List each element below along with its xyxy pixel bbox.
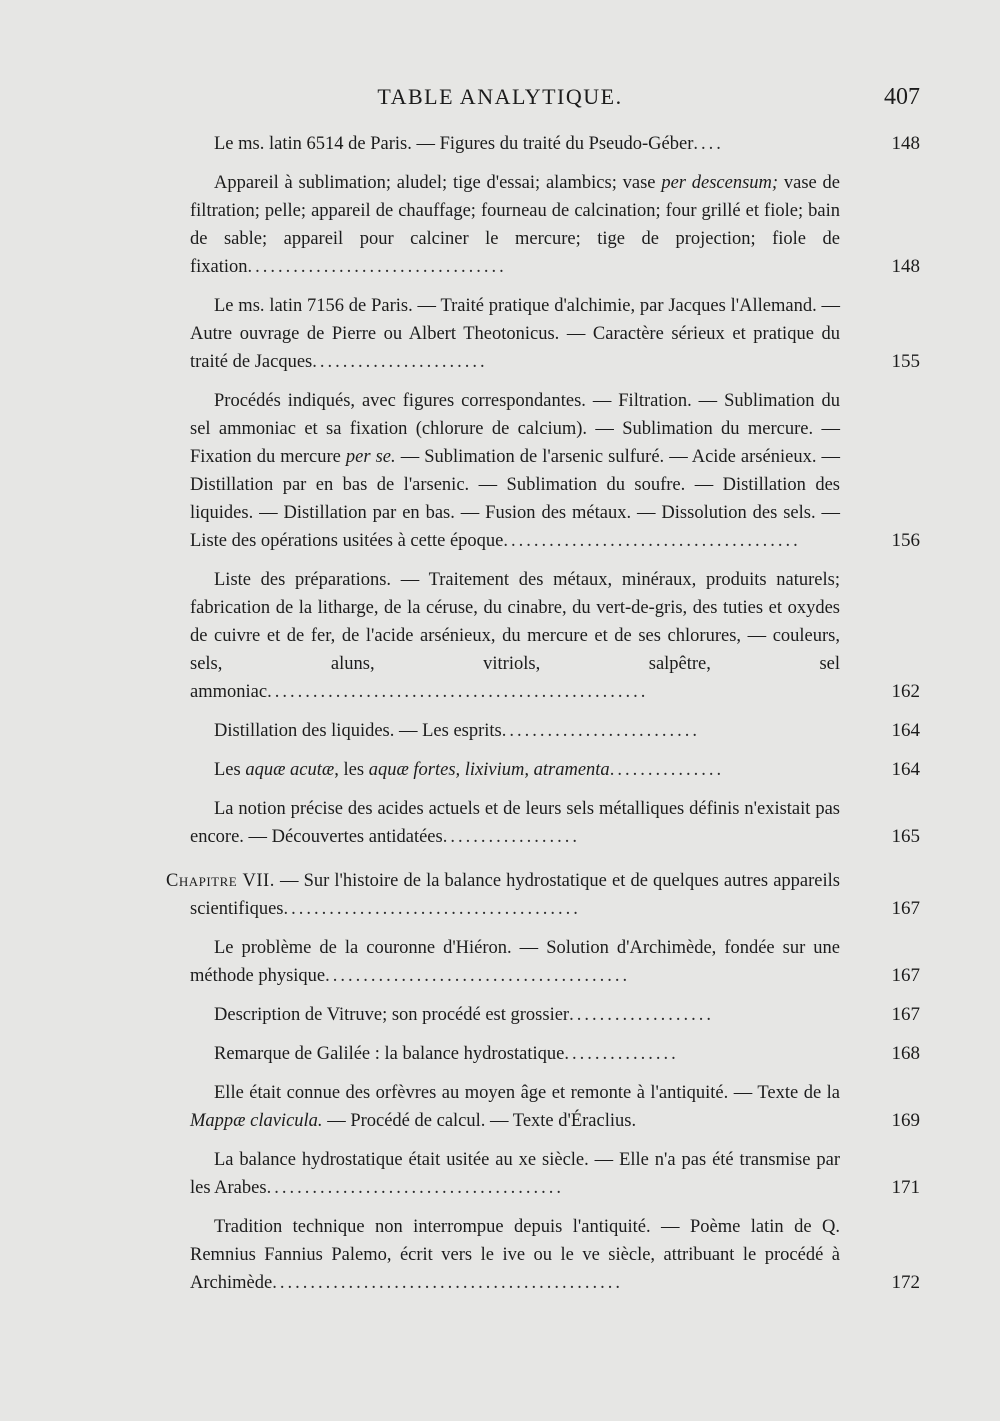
entry-text <box>190 130 840 158</box>
text-segment: Le ms. latin 6514 de Paris. — Figures du traité du Pseudo-Géber <box>214 134 694 154</box>
text-segment: La balance hydrostatique était usitée au xe siècle. — Elle n'a pas été transmise par les Arabes <box>190 1150 840 1198</box>
dot-leader: .... <box>693 134 724 154</box>
entry-page-number: 156 <box>891 530 920 551</box>
running-title: TABLE ANALYTIQUE. <box>377 84 623 109</box>
text-segment: — Sublimation de l'arsenic sulfuré. — Acide arsénieux. — Distillation par en bas de l'arsenic. — Sublimation du soufre. — Distillation des liquides. — Distillation par en bas. — Fusion des métaux. — Dissolution des sels. — Liste des opérations usitées à cette époque <box>190 447 840 551</box>
entry-page-number: 155 <box>891 351 920 372</box>
entry-page-number: 167 <box>891 965 920 986</box>
text-segment: Procédés indiqués, avec figures correspondantes. — Filtration. — Sublimation du sel ammoniac et sa fixation (chlorure de calcium). — Sublimation du mercure. — Fixation du mercure <box>190 391 840 467</box>
entry-text <box>190 169 840 281</box>
dot-leader: ................... <box>569 1005 714 1025</box>
toc-entry <box>190 566 920 706</box>
entry-text <box>190 387 840 555</box>
text-segment: La notion précise des acides actuels et de leurs sels métalliques définis n'existait pas encore. — Découvertes antidatées <box>190 799 840 847</box>
italic-text: per descensum; <box>661 173 779 193</box>
dot-leader: .................. <box>442 827 580 847</box>
toc-entry <box>190 1001 920 1029</box>
toc-entry <box>190 717 920 745</box>
toc-entry <box>190 795 920 851</box>
dot-leader: ....................... <box>312 352 488 372</box>
entry-page-number: 164 <box>891 759 920 780</box>
text-segment: Le ms. latin 7156 de Paris. — Traité pratique d'alchimie, par Jacques l'Allemand. — Autre ouvrage de Pierre ou Albert Theotonicus. — Caractère sérieux et pratique du traité de Jacques <box>190 296 840 372</box>
entry-page-number: 167 <box>891 1004 920 1025</box>
dot-leader: ............... <box>564 1044 679 1064</box>
entry-page-number: 168 <box>891 1043 920 1064</box>
toc-entry <box>190 1146 920 1202</box>
entry-text <box>190 292 840 376</box>
text-segment: Remarque de Galilée : la balance hydrostatique <box>214 1044 565 1064</box>
entry-text <box>190 795 840 851</box>
text-segment: Tradition technique non interrompue depuis l'antiquité. — Poème latin de Q. Remnius Fannius Palemo, écrit vers le ive ou le ve siècle, attribuant le procédé à Archimède <box>190 1217 840 1293</box>
entry-text <box>190 756 840 784</box>
dot-leader: .................................. <box>247 257 507 277</box>
entry-page-number: 148 <box>891 256 920 277</box>
text-segment: Appareil à sublimation; aludel; tige d'essai; alambics; vase <box>214 173 662 193</box>
text-segment: Liste des préparations. — Traitement des métaux, minéraux, produits naturels; fabrication de la litharge, de la céruse, du cinabre, du vert-de-gris, des tuties et oxydes de cuivre et de fer, de l'acide arsénieux, du mercure et de ses chlorures, — couleurs, sels, aluns, vitriols, salpêtre, sel ammoniac <box>190 570 840 702</box>
italic-text: per se. <box>345 447 396 467</box>
entry-page-number: 172 <box>891 1272 920 1293</box>
entry-page-number: 148 <box>891 133 920 154</box>
dot-leader: ....................................... <box>266 1178 564 1198</box>
text-segment: — Sur l'histoire de la balance hydrostatique et de quelques autres appareils scientifiques <box>190 871 840 919</box>
text-segment: Distillation des liquides. — Les esprits <box>214 721 502 741</box>
dot-leader: ....................................... <box>283 899 581 919</box>
toc-entry <box>190 1040 920 1068</box>
table-of-contents <box>166 130 920 1308</box>
toc-entry <box>190 387 920 555</box>
text-segment: — Procédé de calcul. — Texte d'Éraclius. <box>322 1111 637 1131</box>
entry-page-number: 167 <box>891 898 920 919</box>
text-segment: vase de filtration; pelle; appareil de chauffage; fourneau de calcination; four grillé et fiole; bain de sable; appareil pour calciner le mercure; tige de projection; fiole de fixation <box>190 173 840 277</box>
toc-entry <box>190 934 920 990</box>
dot-leader: .............................................. <box>272 1273 623 1293</box>
text-segment: Elle était connue des orfèvres au moyen âge et remonte à l'antiquité. — Texte de la <box>214 1083 840 1103</box>
entry-page-number: 169 <box>891 1110 920 1131</box>
dot-leader: .................................................. <box>267 682 649 702</box>
toc-entry <box>190 1079 920 1135</box>
text-segment: Description de Vitruve; son procédé est grossier <box>214 1005 570 1025</box>
dot-leader: ........................................ <box>325 966 631 986</box>
entry-text <box>166 867 840 923</box>
entry-text <box>190 1001 840 1029</box>
entry-text <box>190 566 840 706</box>
entry-text <box>190 934 840 990</box>
dot-leader: ............... <box>609 760 725 780</box>
dot-leader: ....................................... <box>503 531 801 551</box>
entry-text <box>190 1079 840 1135</box>
italic-text: aquæ fortes, lixivium, atramenta <box>368 760 610 780</box>
entry-text <box>190 717 840 745</box>
entry-page-number: 165 <box>891 826 920 847</box>
toc-entry <box>190 130 920 158</box>
text-segment: , les <box>334 760 369 780</box>
entry-page-number: 171 <box>891 1177 920 1198</box>
chapter-label: Chapitre VII. <box>166 871 275 891</box>
entry-text <box>190 1213 840 1297</box>
page-number: 407 <box>884 84 920 110</box>
toc-entry <box>190 1213 920 1297</box>
italic-text: Mappæ clavicula. <box>190 1111 323 1131</box>
chapter-heading <box>166 867 920 923</box>
entry-page-number: 162 <box>891 681 920 702</box>
entry-page-number: 164 <box>891 720 920 741</box>
toc-entry <box>190 169 920 281</box>
toc-entry <box>190 756 920 784</box>
entry-text <box>190 1040 840 1068</box>
text-segment: Les <box>214 760 246 780</box>
toc-entry <box>190 292 920 376</box>
entry-text <box>190 1146 840 1202</box>
text-segment: Le problème de la couronne d'Hiéron. — Solution d'Archimède, fondée sur une méthode physique <box>190 938 840 986</box>
italic-text: aquæ acutæ <box>245 760 335 780</box>
dot-leader: .......................... <box>501 721 701 741</box>
